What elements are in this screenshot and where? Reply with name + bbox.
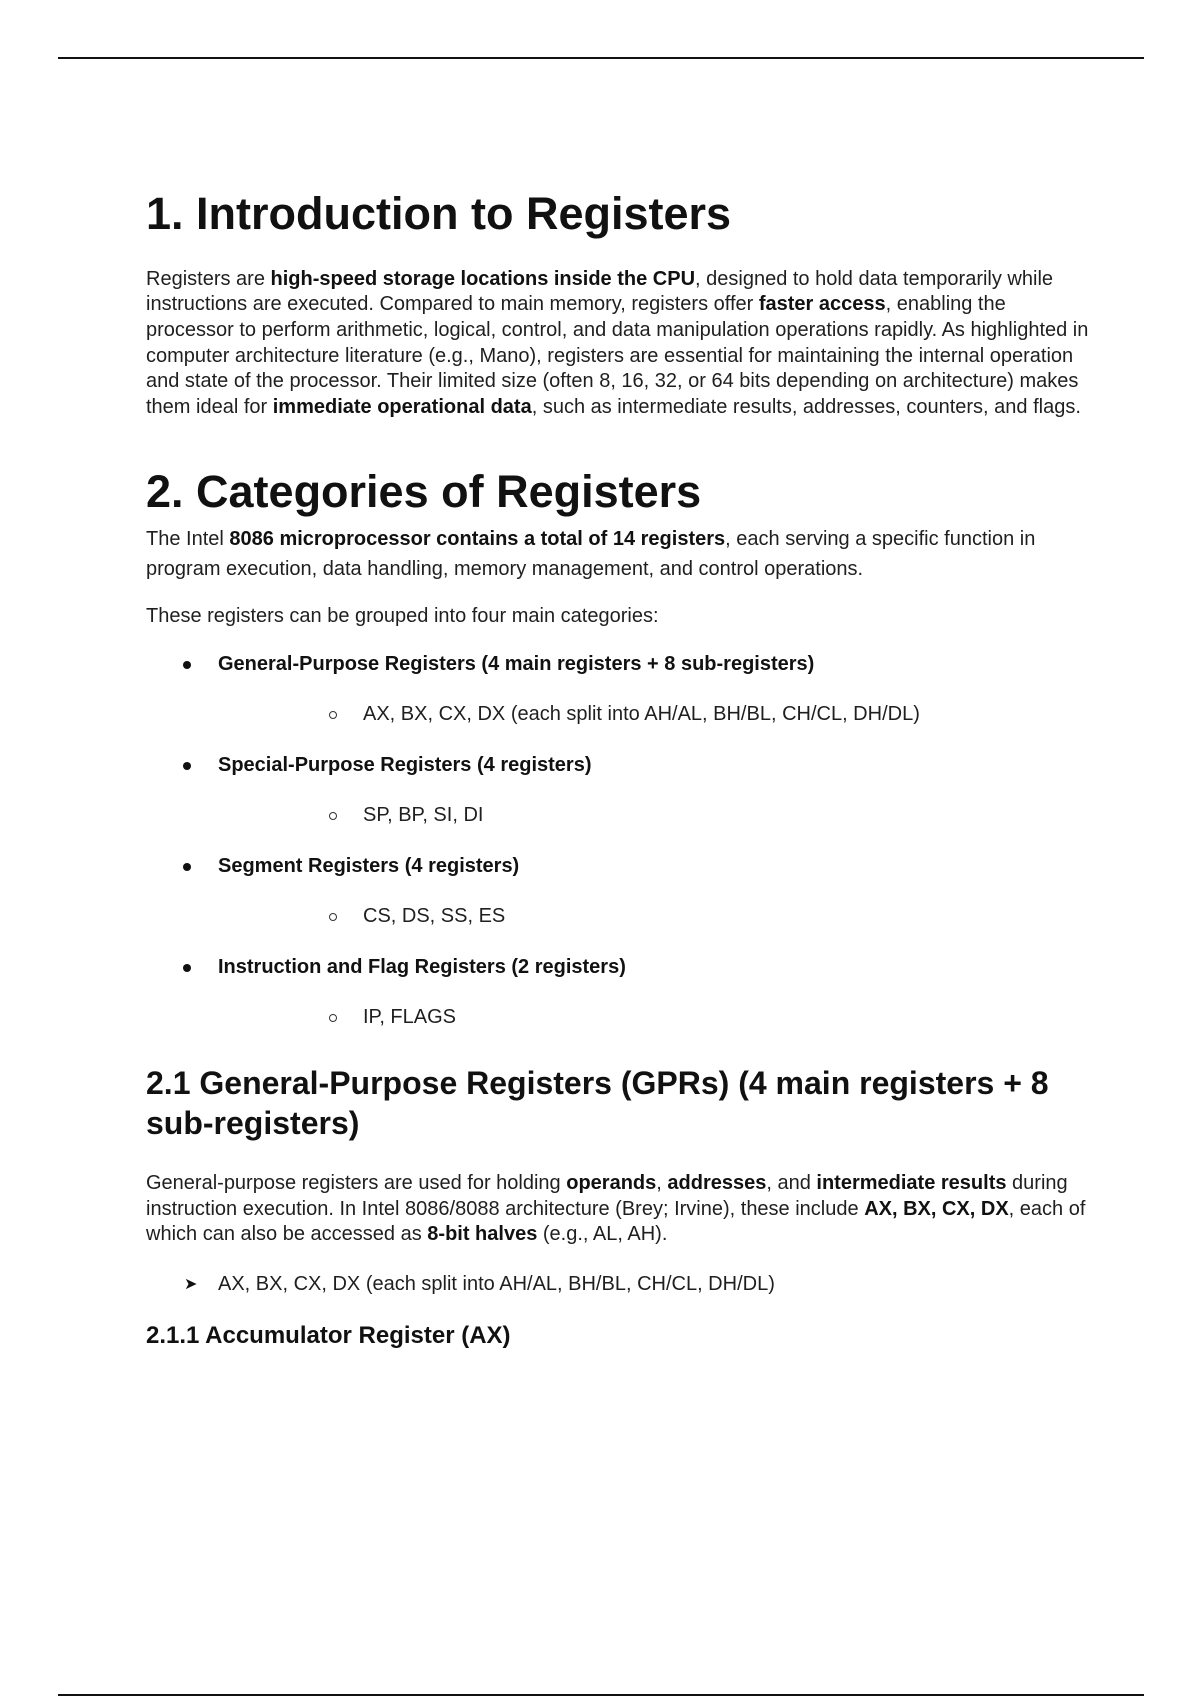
category-segment [146,854,1091,929]
category-general-purpose [146,652,1091,727]
section-2-paragraph [146,524,1091,584]
hollow-bullet-icon [329,1014,337,1022]
bullet-icon [183,964,191,972]
section-1-paragraph [146,267,1091,421]
bold-text-run: 8086 microprocessor contains a total of 14 registers [229,528,726,551]
bullet-icon [183,762,191,770]
text-run: General-purpose registers are used for holding [146,1171,567,1194]
arrow-list-item [146,1272,1091,1297]
section-2-1-1-heading: 2.1.1 Accumulator Register (AX) [146,1321,511,1349]
bold-text-run: AX, BX, CX, DX [864,1197,1009,1220]
category-sub-item [218,1005,1091,1030]
document-body [146,188,1091,1350]
category-sub-item [218,702,1091,727]
text-run: , enabling the processor to perform arithmetic, logical, control, and data manipulation operations rapidly. As highlighted in computer architecture literature (e.g., Mano), registers are essential for maintaining the internal operation and state of the processor. Their limited size (often 8, 16, 32, or 64 bits depending on architecture) makes them ideal for [146,293,1089,418]
text-run: Registers are [146,267,271,290]
hollow-bullet-icon [329,711,337,719]
bold-text-run: operands [566,1171,657,1194]
text-run: , and [766,1171,817,1194]
section-2-heading: 2. Categories of Registers [146,466,702,518]
sub-item-text: CS, DS, SS, ES [363,904,506,927]
sub-item-text: SP, BP, SI, DI [363,803,484,826]
text-run: (e.g., AL, AH). [537,1223,668,1246]
bold-text-run: 8-bit halves [427,1223,538,1246]
text-run: during instruction execution. In Intel 8086/8088 architecture (Brey; Irvine), these include [146,1171,1068,1220]
categories-lead: These registers can be grouped into four main categories: [146,605,659,628]
category-sub-item [218,803,1091,828]
bullet-icon [183,661,191,669]
sub-item-text: AX, BX, CX, DX (each split into AH/AL, BH/BL, CH/CL, DH/DL) [363,702,920,725]
text-run: , designed to hold data temporarily while instructions are executed. Compared to main memory, registers offer [146,267,1054,316]
bold-text-run: high-speed storage locations inside the CPU [270,267,696,290]
text-run: , each of which can also be accessed as [146,1197,1086,1246]
category-label: General-Purpose Registers (4 main registers + 8 sub-registers) [218,652,815,675]
bold-text-run: addresses [667,1171,767,1194]
footer-rule [58,1694,1144,1696]
category-label: Segment Registers (4 registers) [218,854,520,877]
hollow-bullet-icon [329,913,337,921]
category-instruction-flag [146,955,1091,1030]
bold-text-run: immediate operational data [272,395,532,418]
bold-text-run: faster access [758,293,886,316]
text-run: , such as intermediate results, addresses, counters, and flags. [531,395,1081,418]
section-2-1-heading: 2.1 General-Purpose Registers (GPRs) (4 main registers + 8 sub-registers) [146,1064,1049,1142]
text-run: , [656,1171,668,1194]
section-2-1-paragraph [146,1171,1091,1248]
bold-text-run: intermediate results [816,1171,1007,1194]
section-1-heading: 1. Introduction to Registers [146,188,732,239]
arrow-item-text: AX, BX, CX, DX (each split into AH/AL, BH/BL, CH/CL, DH/DL) [218,1272,775,1295]
category-label: Special-Purpose Registers (4 registers) [218,753,592,776]
category-label: Instruction and Flag Registers (2 registers) [218,955,626,978]
bullet-icon [183,863,191,871]
register-categories-list [146,652,1091,1030]
hollow-bullet-icon [329,812,337,820]
category-special-purpose [146,753,1091,828]
text-run: The Intel [146,528,230,551]
arrow-bullet-icon: ➤ [184,1275,198,1293]
header-rule [58,57,1144,59]
text-run: , each serving a specific function in program execution, data handling, memory management, and control operations. [146,528,1036,581]
category-sub-item [218,904,1091,929]
sub-item-text: IP, FLAGS [363,1005,457,1028]
